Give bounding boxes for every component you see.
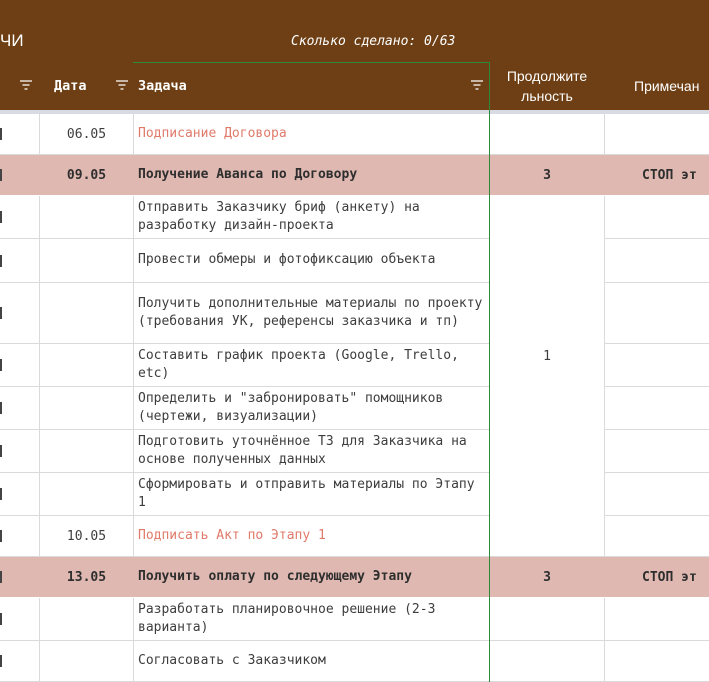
table-row[interactable] — [0, 516, 709, 557]
duration-cell[interactable] — [490, 114, 604, 154]
date-cell[interactable] — [40, 430, 133, 472]
checkbox-icon[interactable] — [0, 255, 2, 267]
notes-cell[interactable] — [606, 473, 709, 515]
checkbox-icon[interactable] — [0, 359, 2, 371]
task-cell[interactable]: Отправить Заказчику бриф (анкету) на разработку дизайн-проекта — [138, 199, 420, 233]
filter-icon[interactable] — [20, 80, 32, 91]
checkbox-icon[interactable] — [0, 211, 2, 223]
duration-cell[interactable] — [490, 598, 604, 640]
date-cell[interactable] — [40, 196, 133, 238]
table-row[interactable] — [0, 114, 709, 155]
task-cell[interactable]: Подписание Договора — [138, 125, 287, 141]
date-cell[interactable] — [40, 239, 133, 282]
task-cell[interactable]: Получить оплату по следующему Этапу — [138, 568, 412, 584]
date-cell[interactable] — [40, 387, 133, 429]
task-cell[interactable]: Получение Аванса по Договору — [138, 166, 358, 182]
date-cell[interactable] — [40, 641, 133, 681]
filter-icon[interactable] — [471, 80, 483, 91]
task-cell[interactable]: Согласовать с Заказчиком — [138, 652, 326, 668]
duration-cell[interactable] — [490, 641, 604, 681]
table-row[interactable] — [0, 641, 709, 682]
notes-cell[interactable] — [606, 196, 709, 238]
notes-cell[interactable] — [606, 283, 709, 343]
notes-cell[interactable] — [606, 598, 709, 640]
checkbox-icon[interactable] — [0, 613, 2, 625]
date-cell[interactable]: 13.05 — [66, 569, 107, 585]
table-row[interactable] — [0, 598, 709, 641]
table-header — [0, 62, 709, 110]
duration-cell[interactable] — [490, 516, 604, 556]
notes-cell[interactable] — [606, 516, 709, 556]
notes-cell[interactable] — [606, 430, 709, 472]
checkbox-icon[interactable] — [0, 128, 2, 140]
column-header-duration[interactable] — [492, 62, 602, 110]
checkbox-icon[interactable] — [0, 169, 2, 181]
date-cell[interactable] — [40, 283, 133, 343]
task-cell[interactable]: Получить дополнительные материалы по проекту (требования УК, референсы заказчика и тп) — [138, 295, 483, 329]
duration-header-line1: Продолжите — [506, 68, 588, 84]
task-cell[interactable]: Подписать Акт по Этапу 1 — [138, 527, 326, 543]
date-cell[interactable]: 09.05 — [66, 167, 107, 183]
merged-duration-cell[interactable] — [490, 196, 604, 516]
task-cell[interactable]: Составить график проекта (Google, Trello, etc) — [138, 347, 459, 381]
notes-cell[interactable] — [606, 387, 709, 429]
checkbox-icon[interactable] — [0, 488, 2, 500]
date-cell[interactable] — [40, 598, 133, 640]
date-cell[interactable]: 10.05 — [66, 528, 107, 544]
duration-header-line2: льность — [521, 88, 573, 104]
duration-value: 1 — [543, 348, 551, 364]
checkbox-icon[interactable] — [0, 402, 2, 414]
date-cell[interactable] — [40, 344, 133, 386]
task-cell[interactable]: Разработать планировочное решение (2-3 варианта) — [138, 601, 436, 635]
selection-border — [489, 62, 490, 682]
checkbox-icon[interactable] — [0, 571, 2, 583]
notes-cell[interactable] — [606, 641, 709, 681]
notes-cell[interactable]: СТОП эт — [642, 167, 697, 183]
checkbox-icon[interactable] — [0, 307, 2, 319]
task-cell[interactable]: Определить и "забронировать" помощников (чертежи, визуализации) — [138, 390, 444, 424]
checkbox-icon[interactable] — [0, 445, 2, 457]
progress-counter: Сколько сделано: 0/63 — [291, 34, 456, 49]
duration-cell[interactable]: 3 — [543, 569, 551, 585]
title-fragment: ЧИ — [0, 31, 24, 50]
selection-border — [133, 62, 490, 63]
task-cell[interactable]: Провести обмеры и фотофиксацию объекта — [138, 252, 436, 268]
column-header-task[interactable]: Задача — [138, 78, 187, 94]
notes-cell[interactable] — [606, 239, 709, 282]
task-cell[interactable]: Сформировать и отправить материалы по Этапу 1 — [138, 476, 475, 510]
checkbox-icon[interactable] — [0, 655, 2, 667]
table-row[interactable] — [0, 557, 709, 598]
notes-cell[interactable] — [606, 344, 709, 386]
column-header-notes[interactable]: Примечан — [634, 78, 700, 94]
duration-cell[interactable]: 3 — [543, 167, 551, 183]
checkbox-icon[interactable] — [0, 530, 2, 542]
table-row[interactable] — [0, 155, 709, 196]
task-cell[interactable]: Подготовить уточнённое ТЗ для Заказчика на основе полученных данных — [138, 433, 467, 467]
sheet-title-bar — [0, 0, 709, 62]
date-cell[interactable] — [40, 473, 133, 515]
column-header-date[interactable]: Дата — [54, 78, 87, 94]
filter-icon[interactable] — [116, 80, 128, 91]
notes-cell[interactable]: СТОП эт — [642, 569, 697, 585]
date-cell[interactable]: 06.05 — [66, 126, 107, 142]
notes-cell[interactable] — [606, 114, 709, 154]
